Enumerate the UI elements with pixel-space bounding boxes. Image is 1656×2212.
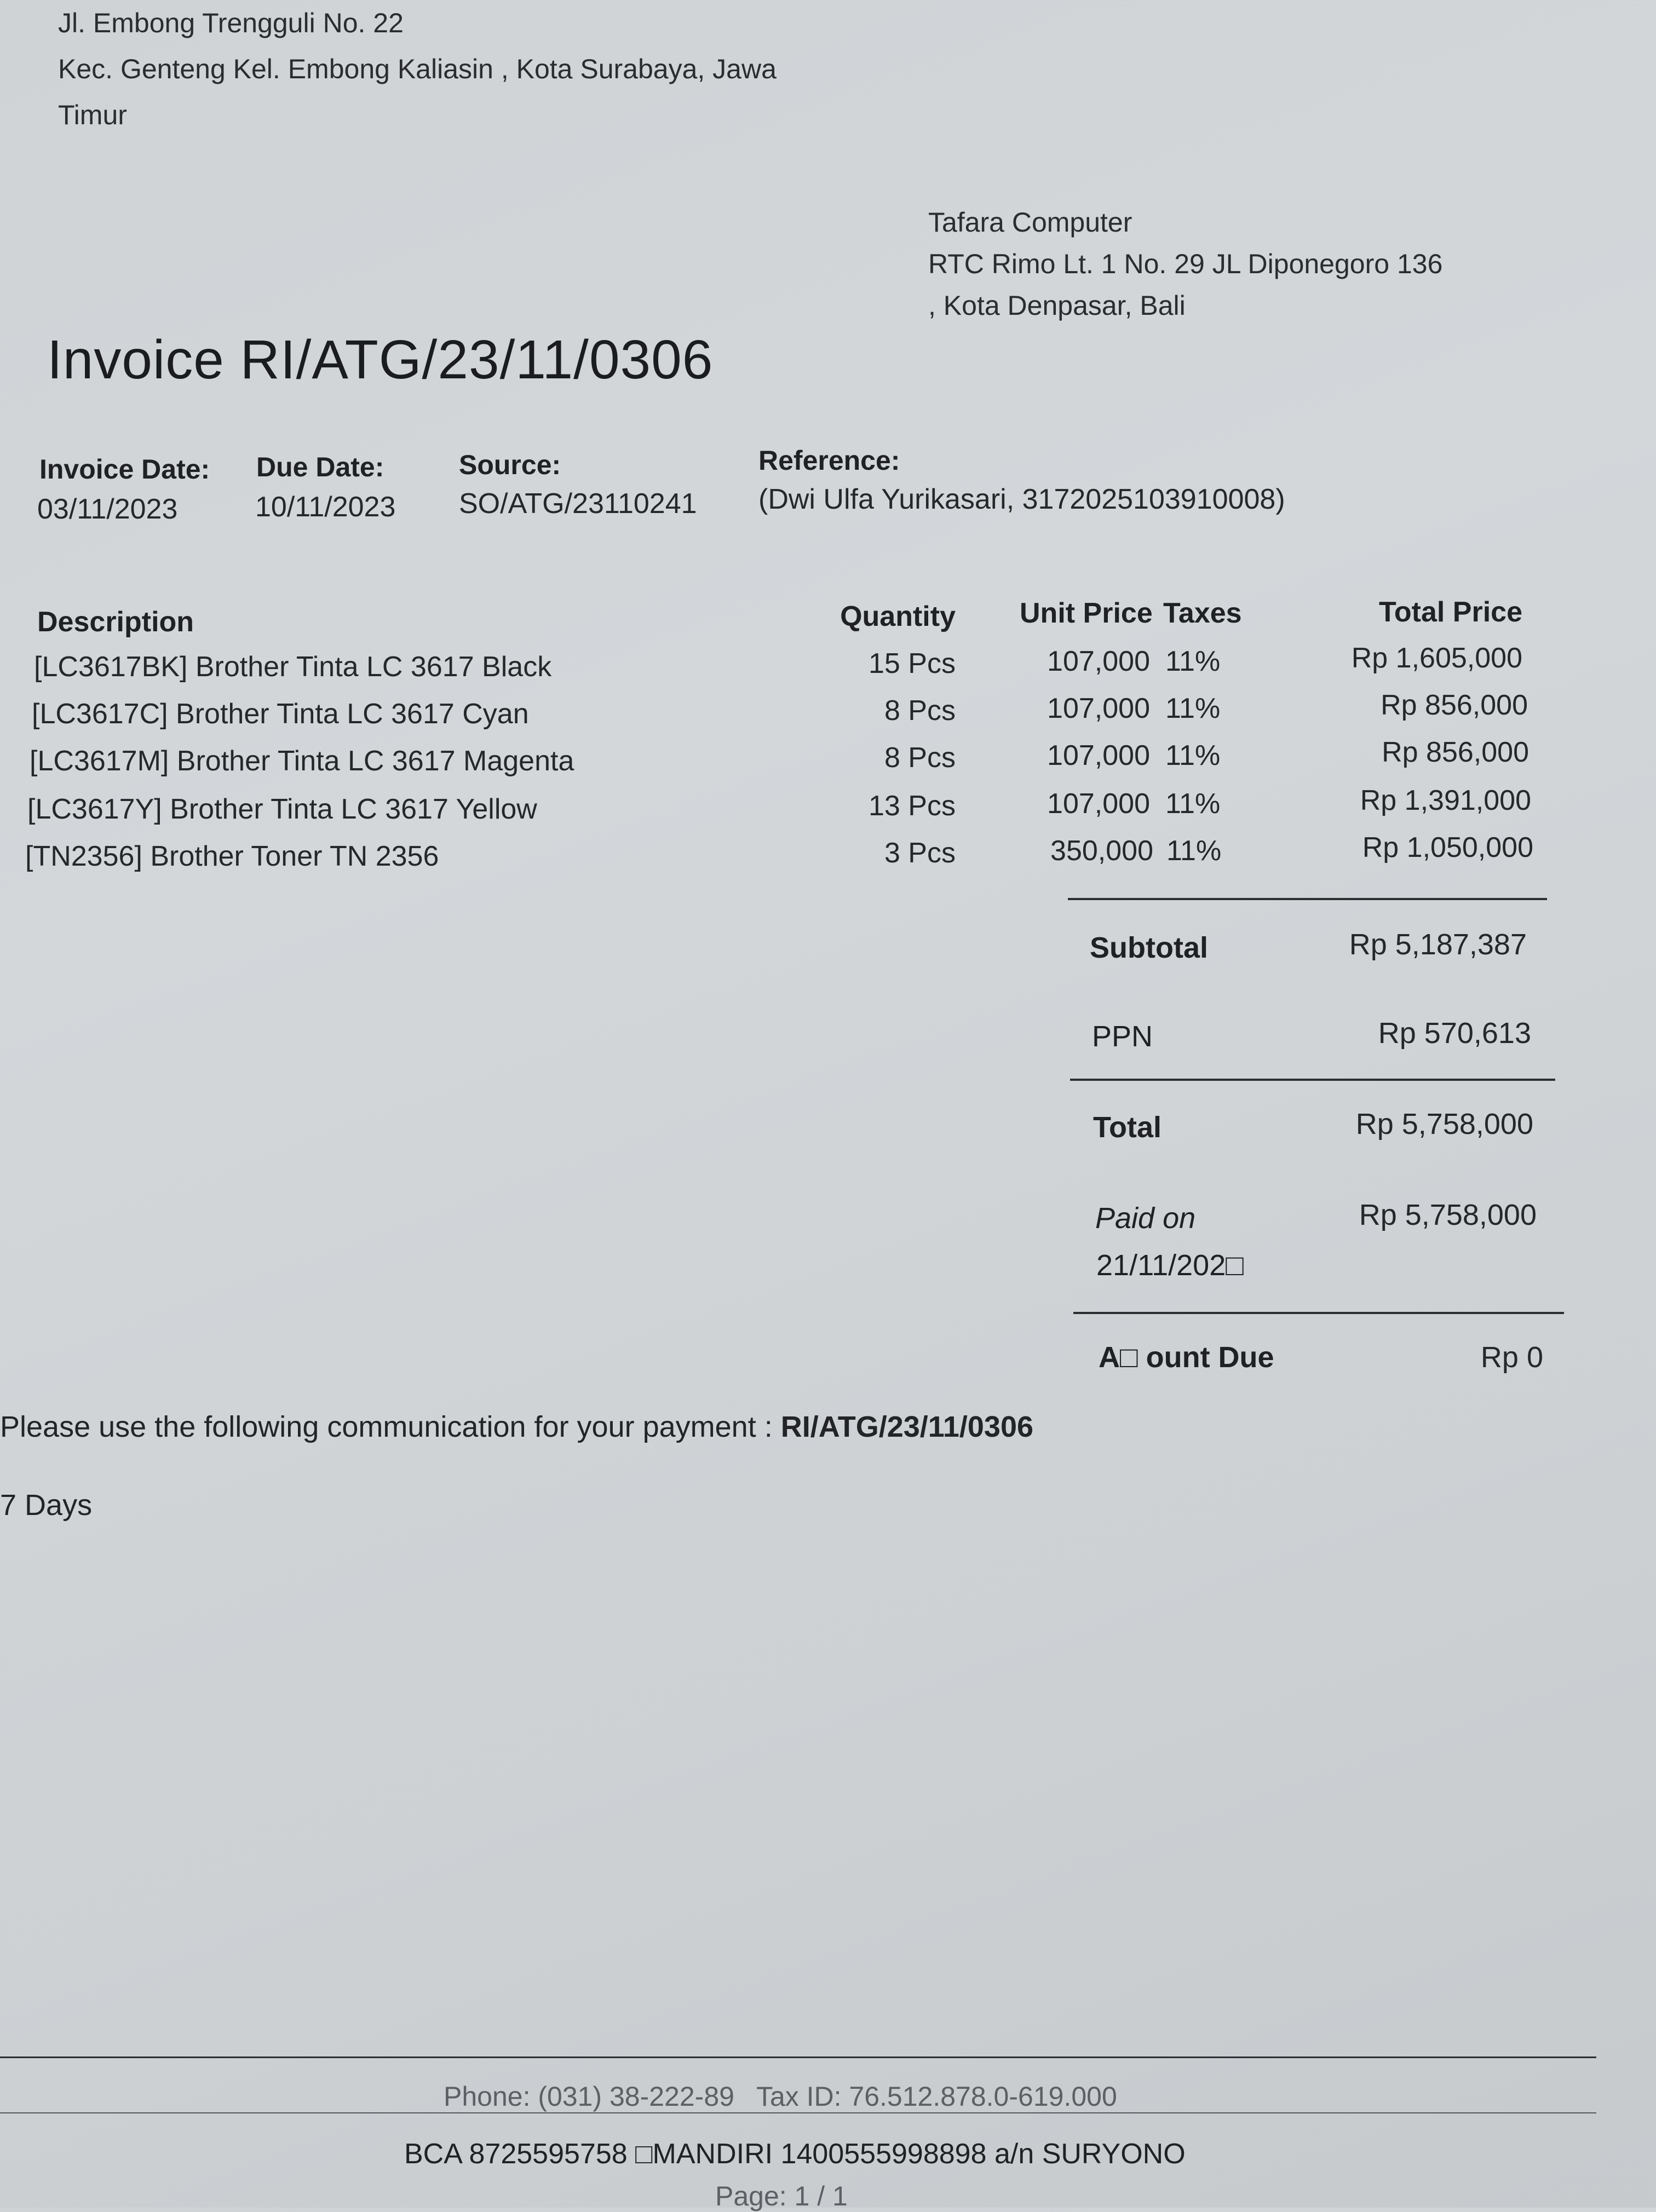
paid-label: Paid on — [1095, 1202, 1196, 1235]
paid-value: Rp 5,758,000 — [1359, 1199, 1537, 1231]
paid-date: 21/11/202□ — [1096, 1249, 1244, 1282]
sender-address-line1: Jl. Embong Trengguli No. 22 — [58, 8, 404, 38]
line-description: [LC3617M] Brother Tinta LC 3617 Magenta — [30, 745, 574, 777]
communication-text: Please use the following communication for your payment : — [0, 1410, 781, 1443]
line-taxes: 11% — [1165, 646, 1221, 677]
line-description: [LC3617C] Brother Tinta LC 3617 Cyan — [32, 698, 529, 730]
invoice-date-value: 03/11/2023 — [37, 493, 178, 525]
line-total: Rp 1,050,000 — [1362, 832, 1533, 863]
line-unit-price: 107,000 — [1047, 693, 1150, 724]
line-taxes: 11% — [1165, 740, 1221, 771]
line-unit-price: 107,000 — [1047, 646, 1150, 677]
due-date-value: 10/11/2023 — [255, 491, 396, 523]
amount-due-divider — [1073, 1312, 1564, 1314]
footer-bank-info: BCA 8725595758 □MANDIRI 1400555998898 a/n SURYONO — [404, 2138, 1186, 2170]
customer-address-line1: RTC Rimo Lt. 1 No. 29 JL Diponegoro 136 — [928, 249, 1443, 279]
line-total: Rp 856,000 — [1382, 736, 1529, 768]
line-quantity: 13 Pcs — [869, 790, 956, 822]
line-description: [LC3617BK] Brother Tinta LC 3617 Black — [34, 651, 552, 683]
header-total-price: Total Price — [1378, 596, 1522, 628]
reference-value: (Dwi Ulfa Yurikasari, 3172025103910008) — [758, 483, 1285, 515]
payment-communication — [0, 1410, 1033, 1444]
reference-label: Reference: — [758, 445, 900, 476]
sender-address-line3: Timur — [58, 100, 127, 130]
header-description: Description — [37, 606, 194, 638]
invoice-date-label: Invoice Date: — [39, 454, 210, 485]
line-quantity: 8 Pcs — [884, 742, 956, 774]
line-description: [LC3617Y] Brother Tinta LC 3617 Yellow — [27, 793, 537, 825]
line-total: Rp 1,391,000 — [1360, 785, 1531, 816]
header-quantity: Quantity — [840, 601, 956, 632]
payment-terms: 7 Days — [0, 1489, 93, 1522]
subtotal-value: Rp 5,187,387 — [1349, 928, 1527, 961]
customer-address-line2: , Kota Denpasar, Bali — [928, 290, 1186, 321]
due-date-label: Due Date: — [256, 452, 384, 482]
summary-divider — [1068, 898, 1547, 900]
customer-name: Tafara Computer — [928, 207, 1132, 238]
total-divider — [1070, 1079, 1555, 1081]
customer-address — [928, 201, 1442, 326]
subtotal-label: Subtotal — [1090, 931, 1208, 964]
line-unit-price: 107,000 — [1047, 788, 1150, 820]
amount-due-value: Rp 0 — [1480, 1341, 1543, 1374]
source-label: Source: — [459, 450, 561, 480]
sender-address — [58, 0, 777, 138]
amount-due-label: A□ ount Due — [1099, 1341, 1274, 1374]
invoice-title: Invoice RI/ATG/23/11/0306 — [47, 329, 714, 390]
source-value: SO/ATG/23110241 — [459, 488, 697, 520]
footer-divider — [0, 2057, 1596, 2058]
line-unit-price: 350,000 — [1050, 835, 1153, 867]
total-value: Rp 5,758,000 — [1355, 1108, 1533, 1140]
line-unit-price: 107,000 — [1047, 740, 1150, 771]
line-total: Rp 1,605,000 — [1351, 642, 1522, 674]
header-taxes: Taxes — [1163, 597, 1242, 629]
footer-divider-lower — [0, 2112, 1596, 2113]
sender-address-line2: Kec. Genteng Kel. Embong Kaliasin , Kota Surabaya, Jawa — [58, 54, 777, 84]
line-quantity: 8 Pcs — [884, 695, 956, 727]
total-label: Total — [1093, 1111, 1162, 1144]
line-taxes: 11% — [1165, 693, 1221, 724]
ppn-label: PPN — [1092, 1020, 1153, 1053]
line-total: Rp 856,000 — [1381, 689, 1528, 721]
ppn-value: Rp 570,613 — [1378, 1017, 1531, 1050]
line-quantity: 3 Pcs — [884, 837, 956, 869]
line-taxes: 11% — [1165, 788, 1221, 820]
line-quantity: 15 Pcs — [869, 648, 956, 679]
footer-tax-id: Tax ID: 76.512.878.0-619.000 — [756, 2081, 1117, 2112]
communication-reference: RI/ATG/23/11/0306 — [780, 1410, 1034, 1443]
footer-phone: Phone: (031) 38-222-89 — [444, 2081, 734, 2112]
header-unit-price: Unit Price — [1020, 597, 1153, 629]
footer-contact — [444, 2081, 1117, 2112]
footer-page-number: Page: 1 / 1 — [715, 2181, 848, 2211]
line-description: [TN2356] Brother Toner TN 2356 — [25, 840, 439, 872]
line-taxes: 11% — [1166, 835, 1222, 867]
